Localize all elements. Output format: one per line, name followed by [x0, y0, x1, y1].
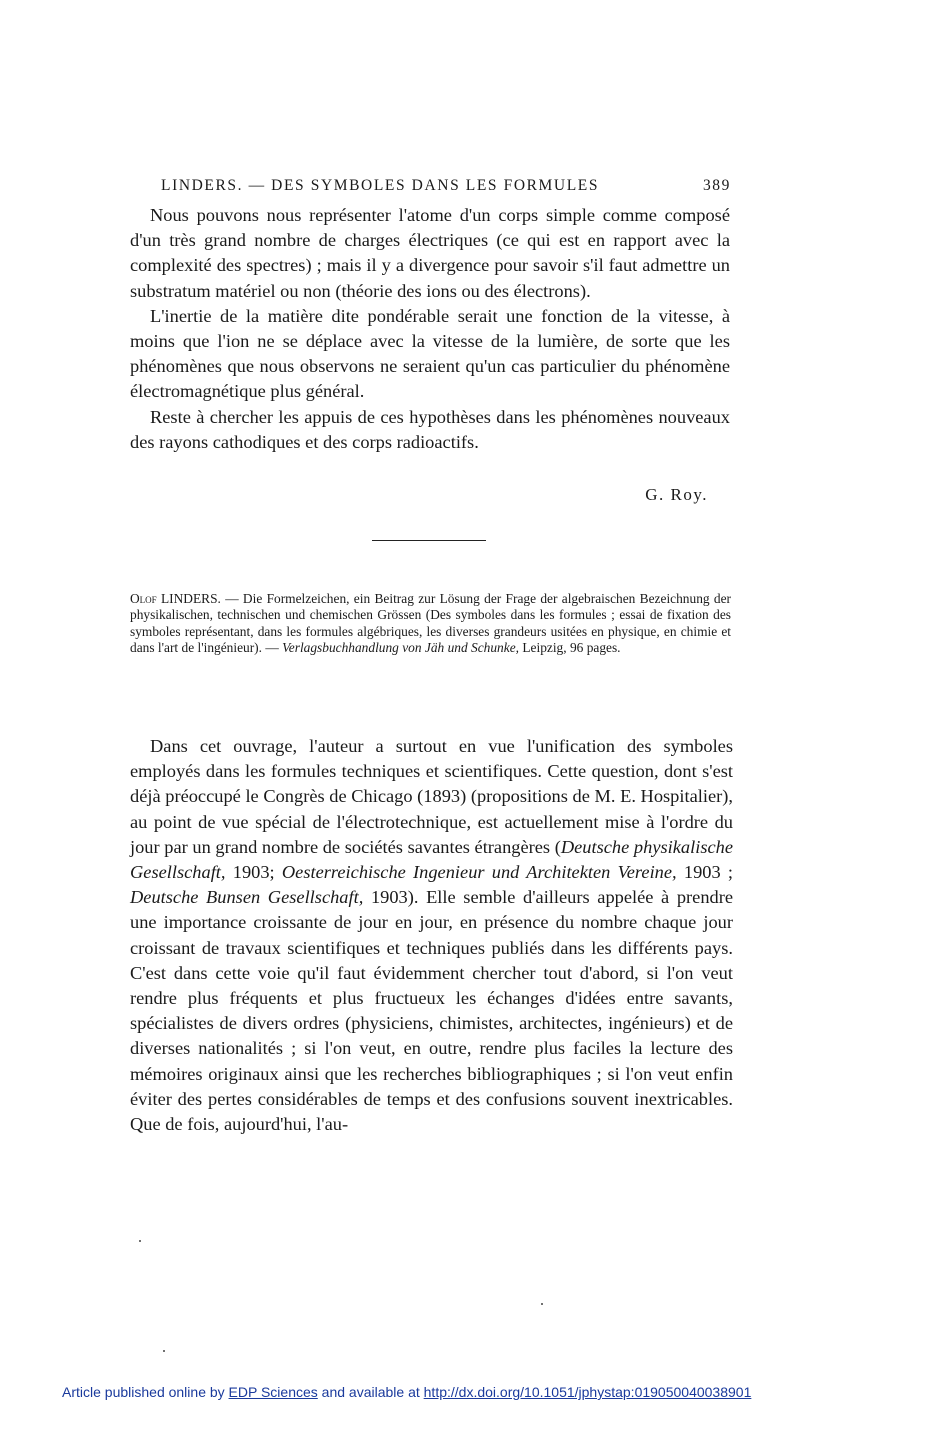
author-signature: G. Roy. [645, 485, 708, 504]
citation: Deutsche Bunsen Gesellschaft, [130, 887, 364, 908]
doi-link[interactable]: http://dx.doi.org/10.1051/jphystap:019050040038901 [423, 1384, 752, 1400]
section-divider [372, 540, 486, 541]
paragraph: Nous pouvons nous représenter l'atome d'un corps simple comme composé d'un très grand nombre de charges électriques (ce qui est en rapport avec la complexité des spectres) ; mais il y a divergence pour savoir s'il faut admettre un substratum matériel ou non (théorie des ions ou des électrons). [130, 205, 730, 301]
publication-footer [62, 1384, 882, 1400]
page-number: 389 [702, 177, 731, 194]
review-body [130, 734, 733, 1137]
paragraph: L'inertie de la matière dite pondérable serait une fonction de la vitesse, à moins que l'ion ne se déplace avec la vitesse de la lumière, de sorte que les phénomènes que nous observons ne seraient qu'un cas particulier du phénomène électromagnétique plus général. [130, 305, 730, 402]
publisher-link[interactable]: EDP Sciences [228, 1384, 318, 1400]
citation: Oesterreichische Ingenieur und Architekten Vereine, [281, 862, 677, 883]
text-run: Dans cet ouvrage, l'auteur a surtout en vue l'unification des symboles employés dans les formules techniques et scientifiques. Cette question, dont s'est déjà préoccupé le Congrès de Chicago (1893) (propositions de M. E. Hospitalier), au point de vue spécial de l'électrotechnique, est actuellement mise à l'ordre du jour par un grand nombre de sociétés savantes étrangères ( [130, 736, 733, 857]
text-run: 1903). Elle semble d'ailleurs appelée à prendre une importance croissante de jour en jour, en présence du nombre chaque jour croissant de travaux scientifiques et techniques publiés dans les différents pays. C'est dans cette voie qu'il faut évidemment chercher tout d'abord, si l'on veut rendre plus fréquents et plus fructueux les échanges d'idées entre savants, spécialistes de divers ordres (physiciens, chimistes, architectes, ingénieurs) et de diverses nationalités ; si l'on veut, en outre, rendre plus faciles la lecture des mémoires originaux ainsi que les recherches bibliographiques ; si l'on veut enfin éviter des pertes considérables de temps et des confusions souvent inextricables. Que de fois, aujourd'hui, l'au- [130, 887, 733, 1135]
text-run: 1903; [225, 862, 282, 883]
footer-middle: and available at [317, 1384, 424, 1400]
footer-prefix: Article published online by [62, 1384, 229, 1400]
reference-place-pages: Leipzig, 96 pages. [522, 639, 621, 655]
scan-speck [163, 1350, 165, 1352]
reference-author: Olof LINDERS. [130, 591, 221, 606]
paragraph: Reste à chercher les appuis de ces hypothèses dans les phénomènes nouveaux des rayons cathodiques et des corps radioactifs. [130, 406, 730, 452]
bibliographic-reference [130, 591, 731, 656]
running-header [161, 177, 731, 195]
citation: Deutsche physikalische Gesellschaft, [130, 836, 733, 883]
review-paragraph [130, 734, 733, 1137]
reference-entry: — Die Formelzeichen, ein Beitrag zur Lösung der Frage der algebraischen Bezeichnung der physikalischen, technischen und chemischen Grössen (Des symboles dans les formules ; essai de fixation des symboles représentant, dans les formules algébriques, les diverses grandeurs usitées en physique, en chimie et dans l'art de l'ingénieur). — [130, 591, 732, 655]
reference-publisher: Verlagsbuchhandlung von Jäh und Schunke, [282, 639, 519, 655]
running-title: LINDERS. — DES SYMBOLES DANS LES FORMULES [161, 177, 600, 194]
text-run: 1903 ; [676, 862, 734, 883]
scan-speck [541, 1303, 543, 1305]
scan-speck [139, 1240, 141, 1242]
article-end-text [130, 203, 730, 455]
